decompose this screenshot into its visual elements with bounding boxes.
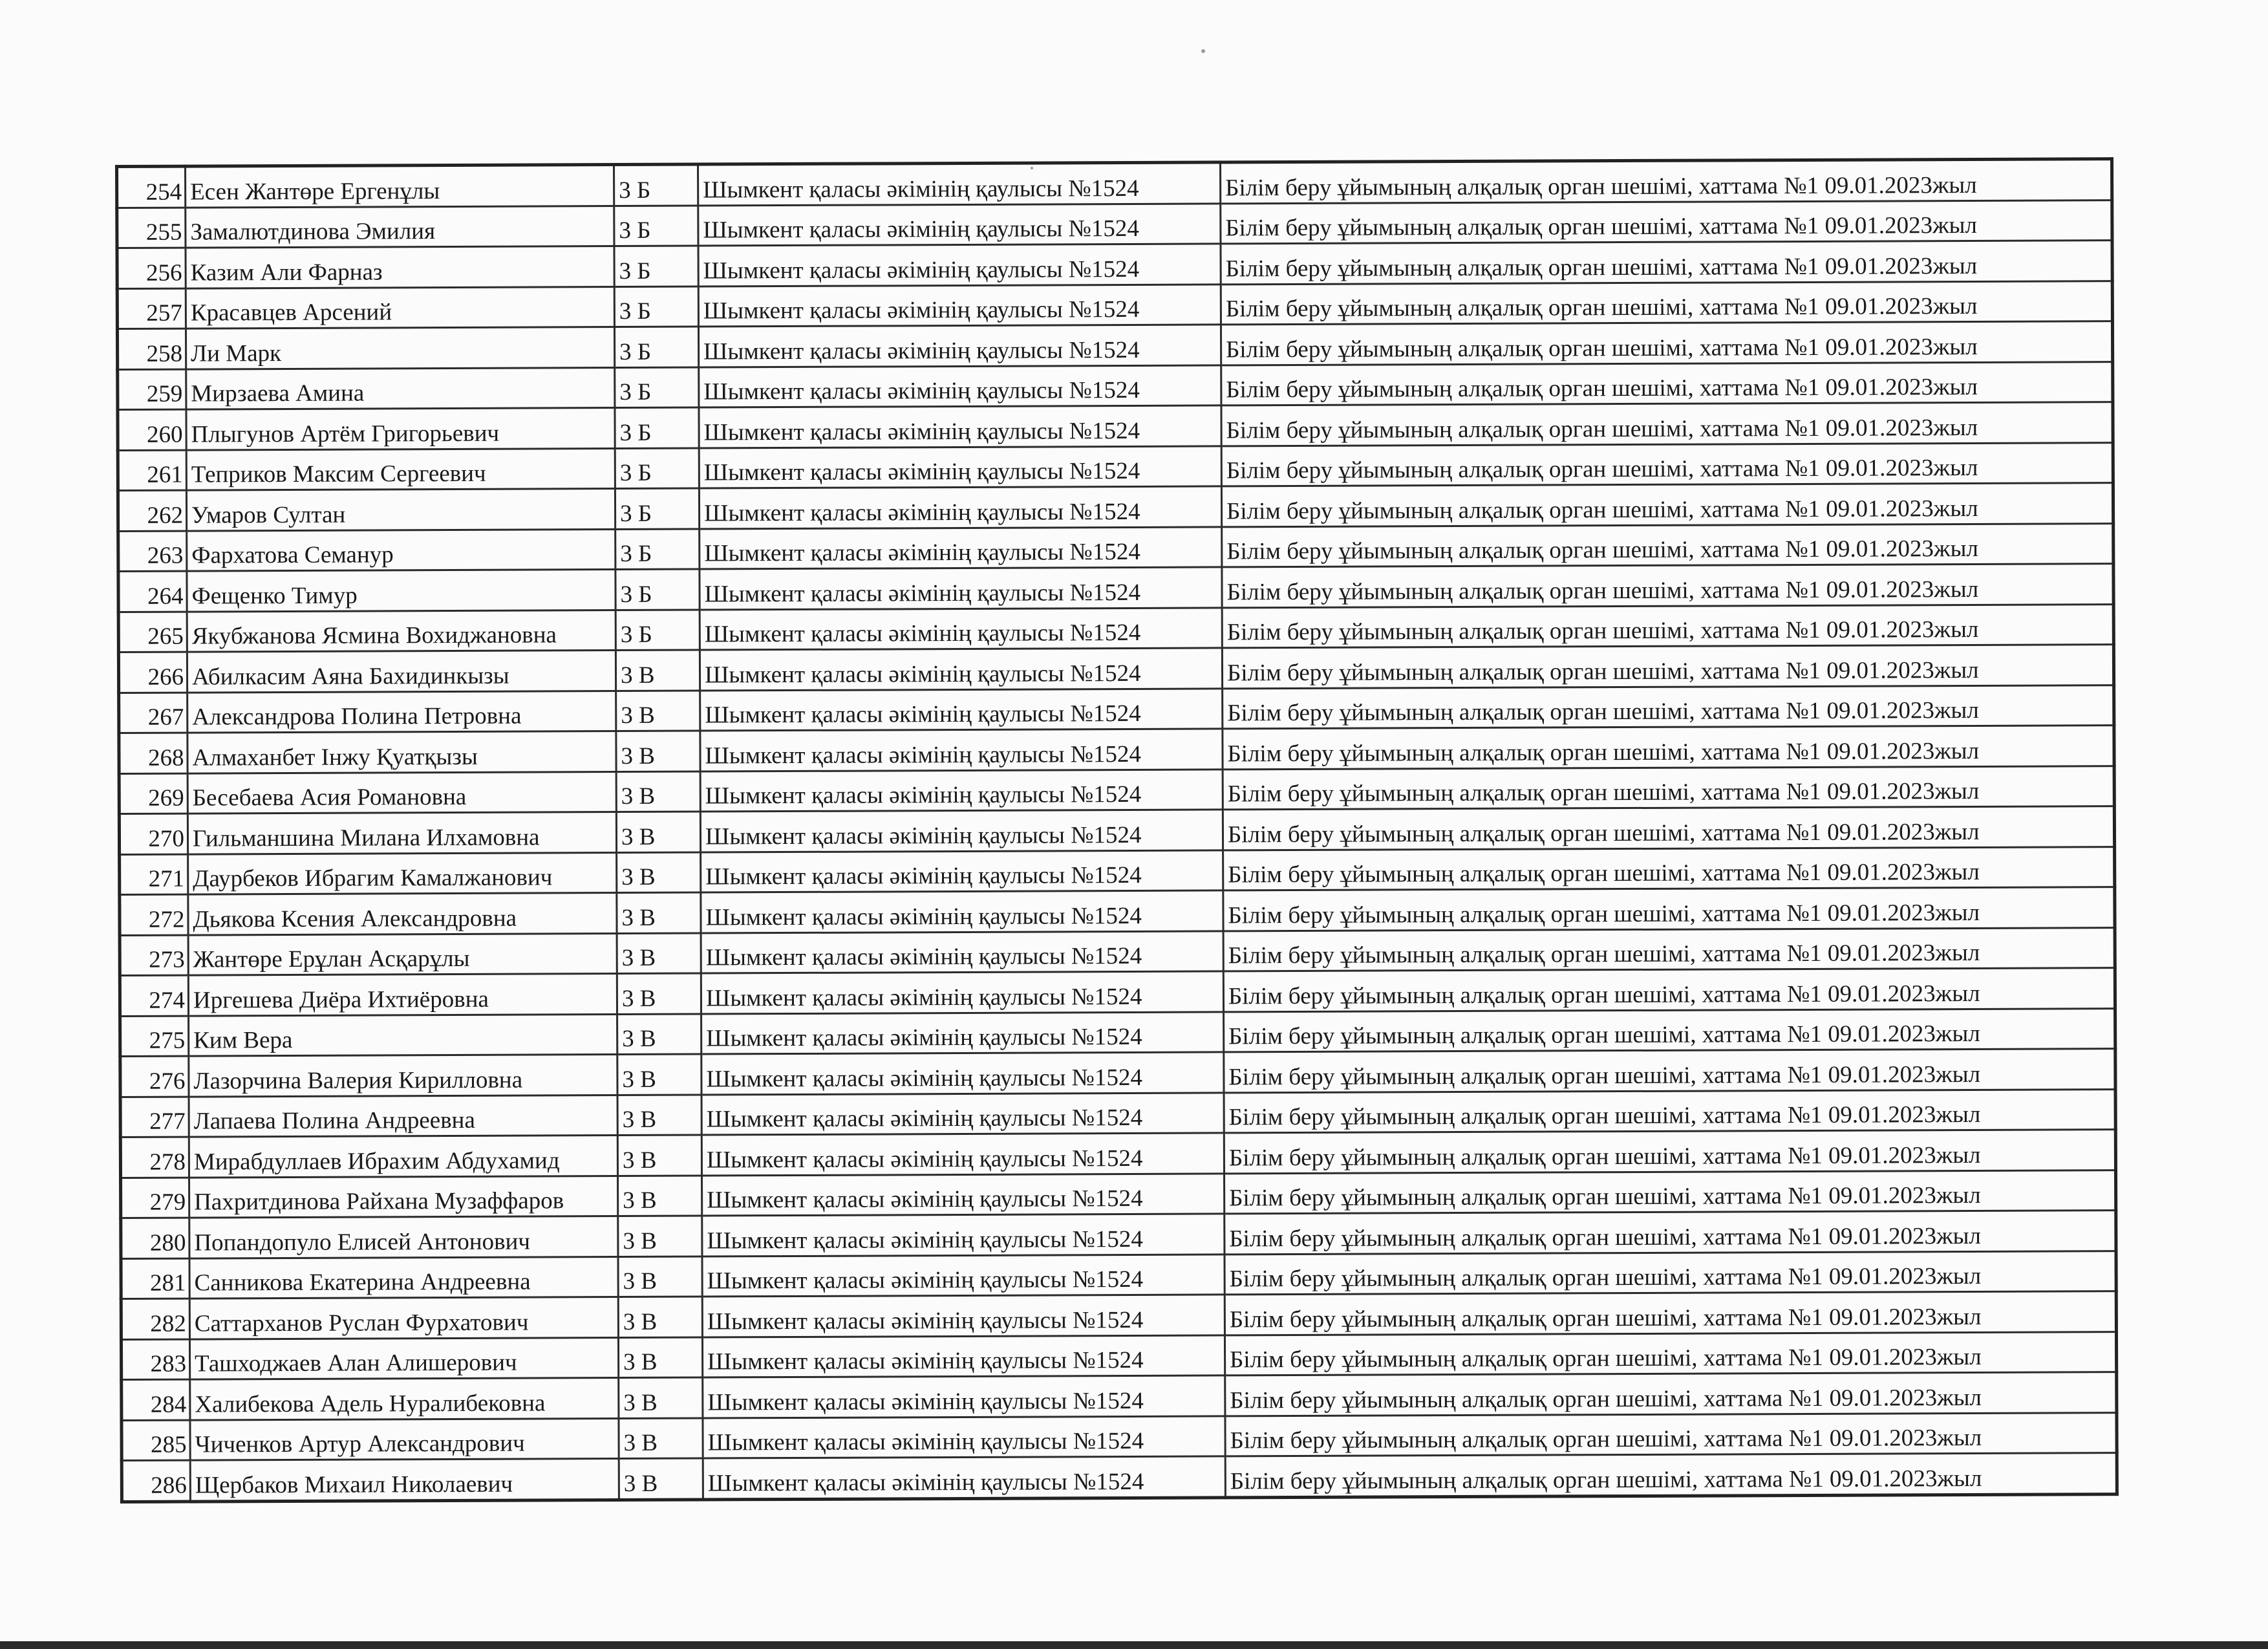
student-list-table xyxy=(115,157,2119,1503)
table-row xyxy=(118,402,2113,450)
student-name-cell: Пахритдинова Райхана Музаффаров xyxy=(189,1176,618,1218)
student-name-cell: Дьякова Ксения Александровна xyxy=(188,893,617,935)
student-name-cell: Даурбеков Ибрагим Камалжанович xyxy=(188,852,617,894)
student-name-cell: Иргешева Диёра Ихтиёровна xyxy=(188,974,617,1016)
row-number-cell: 262 xyxy=(118,490,186,531)
decree-cell: Шымкент қаласы әкімінің қаулысы №1524 xyxy=(702,1295,1225,1337)
decree-cell: Шымкент қаласы әкімінің қаулысы №1524 xyxy=(699,486,1221,529)
class-cell: 3 Б xyxy=(615,448,699,489)
decree-cell: Шымкент қаласы әкімінің қаулысы №1524 xyxy=(698,162,1221,206)
student-name-cell: Александрова Полина Петровна xyxy=(187,691,616,733)
class-cell: 3 Б xyxy=(614,327,698,367)
student-name-cell: Алмаханбет Інжу Қуатқызы xyxy=(187,731,616,773)
class-cell: 3 В xyxy=(617,1135,701,1176)
class-cell: 3 В xyxy=(616,812,700,852)
decision-cell: Білім беру ұйымының алқалық орган шешімі, хаттама №1 09.01.2023жыл xyxy=(1221,442,2113,486)
row-number-cell: 269 xyxy=(119,773,187,814)
row-number-cell: 280 xyxy=(121,1218,189,1258)
table-row xyxy=(121,1251,2116,1299)
row-number-cell: 285 xyxy=(122,1420,190,1461)
decree-cell: Шымкент қаласы әкімінің қаулысы №1524 xyxy=(702,1335,1225,1377)
class-cell: 3 В xyxy=(616,771,700,812)
row-number-cell: 257 xyxy=(117,288,186,329)
table-row xyxy=(120,927,2115,975)
student-name-cell: Казим Али Фарназ xyxy=(186,246,614,288)
decision-cell: Білім беру ұйымының алқалық орган шешімі, хаттама №1 09.01.2023жыл xyxy=(1223,726,2114,770)
decision-cell: Білім беру ұйымының алқалық орган шешімі, хаттама №1 09.01.2023жыл xyxy=(1222,523,2113,567)
row-number-cell: 286 xyxy=(122,1460,190,1502)
decision-cell: Білім беру ұйымының алқалық орган шешімі, хаттама №1 09.01.2023жыл xyxy=(1225,1331,2116,1375)
table-row xyxy=(119,726,2114,773)
decree-cell: Шымкент қаласы әкімінің қаулысы №1524 xyxy=(703,1456,1225,1500)
row-number-cell: 277 xyxy=(120,1097,189,1137)
class-cell: 3 В xyxy=(618,1256,702,1297)
decree-cell: Шымкент қаласы әкімінің қаулысы №1524 xyxy=(698,244,1221,286)
table-row xyxy=(117,241,2112,288)
class-cell: 3 В xyxy=(617,1054,701,1095)
scan-bottom-edge xyxy=(0,1641,2268,1649)
table-row xyxy=(118,361,2113,409)
table-row xyxy=(119,806,2114,854)
row-number-cell: 282 xyxy=(121,1299,189,1339)
class-cell: 3 Б xyxy=(614,246,698,286)
student-name-cell: Фархатова Семанур xyxy=(187,529,615,571)
student-name-cell: Санникова Екатерина Андреевна xyxy=(189,1256,618,1299)
decision-cell: Білім беру ұйымының алқалық орган шешімі, хаттама №1 09.01.2023жыл xyxy=(1221,241,2112,285)
row-number-cell: 265 xyxy=(118,612,187,652)
decree-cell: Шымкент қаласы әкімінің қаулысы №1524 xyxy=(700,729,1223,771)
class-cell: 3 Б xyxy=(614,206,698,246)
class-cell: 3 В xyxy=(616,691,700,731)
decision-cell: Білім беру ұйымының алқалық орган шешімі, хаттама №1 09.01.2023жыл xyxy=(1221,200,2112,244)
student-name-cell: Жантөре Ерұлан Асқарұлы xyxy=(188,933,617,975)
decision-cell: Білім беру ұйымының алқалық орган шешімі, хаттама №1 09.01.2023жыл xyxy=(1224,1089,2115,1133)
table-row xyxy=(117,321,2112,369)
row-number-cell: 273 xyxy=(120,935,188,976)
table-row xyxy=(121,1170,2116,1218)
decree-cell: Шымкент қаласы әкімінің қаулысы №1524 xyxy=(701,1011,1224,1054)
scan-speck xyxy=(1201,49,1205,53)
decision-cell: Білім беру ұйымының алқалық орган шешімі, хаттама №1 09.01.2023жыл xyxy=(1223,887,2115,931)
class-cell: 3 В xyxy=(617,852,701,893)
decree-cell: Шымкент қаласы әкімінің қаулысы №1524 xyxy=(700,688,1223,731)
decree-cell: Шымкент қаласы әкімінің қаулысы №1524 xyxy=(702,1214,1225,1256)
row-number-cell: 260 xyxy=(118,409,186,450)
class-cell: 3 Б xyxy=(615,529,700,570)
student-name-cell: Фещенко Тимур xyxy=(187,570,615,612)
class-cell: 3 В xyxy=(619,1418,703,1459)
student-name-cell: Умаров Султан xyxy=(186,489,615,531)
student-name-cell: Ташходжаев Алан Алишерович xyxy=(189,1337,618,1379)
table-row xyxy=(119,766,2114,814)
decision-cell: Білім беру ұйымының алқалық орган шешімі, хаттама №1 09.01.2023жыл xyxy=(1225,1412,2117,1456)
class-cell: 3 В xyxy=(617,1014,701,1055)
student-table-wrapper xyxy=(115,157,2119,1503)
row-number-cell: 268 xyxy=(119,733,187,773)
row-number-cell: 283 xyxy=(121,1339,189,1380)
table-row xyxy=(118,564,2113,612)
class-cell: 3 В xyxy=(618,1216,702,1256)
decision-cell: Білім беру ұйымының алқалық орган шешімі, хаттама №1 09.01.2023жыл xyxy=(1225,1372,2117,1416)
table-row xyxy=(118,442,2113,490)
decree-cell: Шымкент қаласы әкімінің қаулысы №1524 xyxy=(701,850,1223,892)
row-number-cell: 278 xyxy=(120,1137,189,1178)
row-number-cell: 254 xyxy=(117,166,186,208)
class-cell: 3 В xyxy=(617,973,701,1014)
student-name-cell: Абилкасим Аяна Бахидинкызы xyxy=(187,651,615,693)
decree-cell: Шымкент қаласы әкімінің қаулысы №1524 xyxy=(701,890,1223,933)
table-body xyxy=(117,159,2117,1502)
table-row xyxy=(120,968,2115,1016)
decision-cell: Білім беру ұйымының алқалық орган шешімі, хаттама №1 09.01.2023жыл xyxy=(1221,361,2113,405)
student-name-cell: Ким Вера xyxy=(189,1014,617,1056)
decree-cell: Шымкент қаласы әкімінің қаулысы №1524 xyxy=(703,1375,1225,1418)
decree-cell: Шымкент қаласы әкімінің қаулысы №1524 xyxy=(702,1254,1225,1297)
table-row xyxy=(118,483,2113,531)
row-number-cell: 271 xyxy=(120,854,188,895)
table-row xyxy=(117,159,2112,208)
row-number-cell: 255 xyxy=(117,208,186,248)
decision-cell: Білім беру ұйымының алқалық орган шешімі, хаттама №1 09.01.2023жыл xyxy=(1221,483,2113,527)
student-name-cell: Лапаева Полина Андреевна xyxy=(189,1095,617,1137)
decree-cell: Шымкент қаласы әкімінің қаулысы №1524 xyxy=(702,1173,1225,1216)
decree-cell: Шымкент қаласы әкімінің қаулысы №1524 xyxy=(699,365,1221,407)
decision-cell: Білім беру ұйымының алқалық орган шешімі, хаттама №1 09.01.2023жыл xyxy=(1223,806,2114,850)
class-cell: 3 В xyxy=(618,1337,702,1378)
table-row xyxy=(121,1211,2116,1258)
decree-cell: Шымкент қаласы әкімінің қаулысы №1524 xyxy=(701,931,1223,973)
decision-cell: Білім беру ұйымының алқалық орган шешімі, хаттама №1 09.01.2023жыл xyxy=(1222,604,2113,648)
decision-cell: Білім беру ұйымының алқалық орган шешімі, хаттама №1 09.01.2023жыл xyxy=(1222,645,2113,689)
table-row xyxy=(120,1089,2115,1137)
decree-cell: Шымкент қаласы әкімінің қаулысы №1524 xyxy=(700,648,1222,691)
decision-cell: Білім беру ұйымының алқалық орган шешімі, хаттама №1 09.01.2023жыл xyxy=(1221,321,2112,365)
decision-cell: Білім беру ұйымының алқалық орган шешімі, хаттама №1 09.01.2023жыл xyxy=(1225,1170,2116,1214)
row-number-cell: 263 xyxy=(118,531,187,572)
decision-cell: Білім беру ұйымының алқалық орган шешімі, хаттама №1 09.01.2023жыл xyxy=(1223,766,2114,810)
table-row xyxy=(119,685,2114,733)
class-cell: 3 В xyxy=(618,1297,702,1337)
decree-cell: Шымкент қаласы әкімінің қаулысы №1524 xyxy=(698,325,1221,367)
decree-cell: Шымкент қаласы әкімінің қаулысы №1524 xyxy=(701,1052,1224,1095)
decision-cell: Білім беру ұйымының алқалық орган шешімі, хаттама №1 09.01.2023жыл xyxy=(1225,1453,2117,1498)
table-row xyxy=(120,887,2115,935)
class-cell: 3 В xyxy=(615,650,700,691)
decision-cell: Білім беру ұйымының алқалық орган шешімі, хаттама №1 09.01.2023жыл xyxy=(1223,685,2114,729)
decision-cell: Білім беру ұйымының алқалық орган шешімі, хаттама №1 09.01.2023жыл xyxy=(1224,1008,2115,1052)
row-number-cell: 279 xyxy=(121,1178,189,1218)
student-name-cell: Есен Жантөре Ергенұлы xyxy=(186,165,614,208)
class-cell: 3 В xyxy=(619,1377,703,1418)
row-number-cell: 284 xyxy=(122,1379,190,1420)
student-name-cell: Мирабдуллаев Ибрахим Абдухамид xyxy=(189,1136,617,1178)
row-number-cell: 270 xyxy=(119,814,187,854)
student-name-cell: Плыгунов Артём Григорьевич xyxy=(186,408,615,450)
class-cell: 3 В xyxy=(618,1176,702,1216)
class-cell: 3 Б xyxy=(614,164,698,206)
decision-cell: Білім беру ұйымының алқалық орган шешімі, хаттама №1 09.01.2023жыл xyxy=(1220,159,2112,204)
decision-cell: Білім беру ұйымының алқалық орган шешімі, хаттама №1 09.01.2023жыл xyxy=(1225,1211,2116,1255)
table-row xyxy=(122,1372,2117,1420)
class-cell: 3 Б xyxy=(615,488,699,529)
row-number-cell: 281 xyxy=(121,1258,189,1299)
class-cell: 3 Б xyxy=(615,367,699,408)
class-cell: 3 В xyxy=(617,892,701,933)
decree-cell: Шымкент қаласы әкімінің қаулысы №1524 xyxy=(701,1092,1224,1135)
table-row xyxy=(121,1331,2116,1379)
table-row xyxy=(118,645,2113,693)
class-cell: 3 В xyxy=(616,731,700,771)
decree-cell: Шымкент қаласы әкімінің қаулысы №1524 xyxy=(700,526,1222,569)
table-row xyxy=(118,523,2113,571)
student-name-cell: Щербаков Михаил Николаевич xyxy=(190,1459,619,1502)
student-name-cell: Чиченков Артур Александрович xyxy=(190,1418,619,1460)
student-name-cell: Якубжанова Ясмина Вохиджановна xyxy=(187,610,615,652)
row-number-cell: 259 xyxy=(118,369,186,410)
row-number-cell: 258 xyxy=(117,329,186,369)
table-row xyxy=(120,1130,2115,1178)
table-row xyxy=(122,1453,2117,1502)
decree-cell: Шымкент қаласы әкімінің қаулысы №1524 xyxy=(701,1133,1224,1176)
table-row xyxy=(118,604,2113,652)
decision-cell: Білім беру ұйымының алқалық орган шешімі, хаттама №1 09.01.2023жыл xyxy=(1225,1251,2116,1295)
row-number-cell: 267 xyxy=(119,693,187,733)
decision-cell: Білім беру ұйымының алқалық орган шешімі, хаттама №1 09.01.2023жыл xyxy=(1224,1049,2115,1093)
decree-cell: Шымкент қаласы әкімінің қаулысы №1524 xyxy=(698,284,1221,327)
class-cell: 3 В xyxy=(617,1095,701,1136)
student-name-cell: Бесебаева Асия Романовна xyxy=(187,771,616,814)
student-name-cell: Ли Марк xyxy=(186,327,614,369)
row-number-cell: 272 xyxy=(120,894,188,935)
class-cell: 3 В xyxy=(619,1458,703,1500)
decree-cell: Шымкент қаласы әкімінің қаулысы №1524 xyxy=(700,567,1222,610)
student-name-cell: Лазорчина Валерия Кирилловна xyxy=(189,1055,617,1097)
table-row xyxy=(120,1008,2115,1056)
student-name-cell: Мирзаева Амина xyxy=(186,367,615,409)
class-cell: 3 В xyxy=(617,933,701,974)
decision-cell: Білім беру ұйымының алқалық орган шешімі, хаттама №1 09.01.2023жыл xyxy=(1224,1130,2115,1174)
decision-cell: Білім беру ұйымының алқалық орган шешімі, хаттама №1 09.01.2023жыл xyxy=(1225,1291,2116,1335)
decision-cell: Білім беру ұйымының алқалық орган шешімі, хаттама №1 09.01.2023жыл xyxy=(1222,564,2113,608)
table-row xyxy=(121,1291,2116,1339)
class-cell: 3 Б xyxy=(615,610,700,651)
class-cell: 3 Б xyxy=(615,569,700,610)
decision-cell: Білім беру ұйымының алқалық орган шешімі, хаттама №1 09.01.2023жыл xyxy=(1223,968,2115,1012)
decree-cell: Шымкент қаласы әкімінің қаулысы №1524 xyxy=(703,1416,1225,1458)
decision-cell: Білім беру ұйымының алқалық орган шешімі, хаттама №1 09.01.2023жыл xyxy=(1223,927,2115,971)
decision-cell: Білім беру ұйымының алқалық орган шешімі, хаттама №1 09.01.2023жыл xyxy=(1221,402,2113,446)
row-number-cell: 274 xyxy=(120,975,188,1016)
class-cell: 3 Б xyxy=(614,286,698,327)
row-number-cell: 264 xyxy=(118,571,187,612)
decree-cell: Шымкент қаласы әкімінің қаулысы №1524 xyxy=(698,203,1221,246)
table-row xyxy=(120,1049,2115,1097)
decree-cell: Шымкент қаласы әкімінің қаулысы №1524 xyxy=(699,405,1221,448)
student-name-cell: Красавцев Арсений xyxy=(186,286,614,329)
decree-cell: Шымкент қаласы әкімінің қаулысы №1524 xyxy=(701,971,1223,1014)
decree-cell: Шымкент қаласы әкімінің қаулысы №1524 xyxy=(699,446,1221,488)
student-name-cell: Теприков Максим Сергеевич xyxy=(186,448,615,490)
table-row xyxy=(122,1412,2117,1460)
student-name-cell: Попандопуло Елисей Антонович xyxy=(189,1216,618,1258)
decision-cell: Білім беру ұйымының алқалық орган шешімі, хаттама №1 09.01.2023жыл xyxy=(1221,281,2112,325)
row-number-cell: 261 xyxy=(118,450,186,491)
table-row xyxy=(117,281,2112,329)
student-name-cell: Замалютдинова Эмилия xyxy=(186,206,614,248)
decree-cell: Шымкент қаласы әкімінің қаулысы №1524 xyxy=(700,810,1223,852)
student-name-cell: Саттарханов Руслан Фурхатович xyxy=(189,1297,618,1339)
student-name-cell: Гильманшина Милана Илхамовна xyxy=(187,812,616,854)
decree-cell: Шымкент қаласы әкімінің қаулысы №1524 xyxy=(700,607,1222,650)
table-row xyxy=(117,200,2112,248)
table-row xyxy=(120,846,2115,894)
student-name-cell: Халибекова Адель Нуралибековна xyxy=(190,1378,619,1420)
row-number-cell: 256 xyxy=(117,248,186,288)
decree-cell: Шымкент қаласы әкімінің қаулысы №1524 xyxy=(700,769,1223,812)
decision-cell: Білім беру ұйымының алқалық орган шешімі, хаттама №1 09.01.2023жыл xyxy=(1223,846,2115,890)
row-number-cell: 266 xyxy=(118,652,187,693)
class-cell: 3 Б xyxy=(615,407,699,448)
row-number-cell: 276 xyxy=(120,1056,189,1097)
row-number-cell: 275 xyxy=(120,1016,189,1057)
